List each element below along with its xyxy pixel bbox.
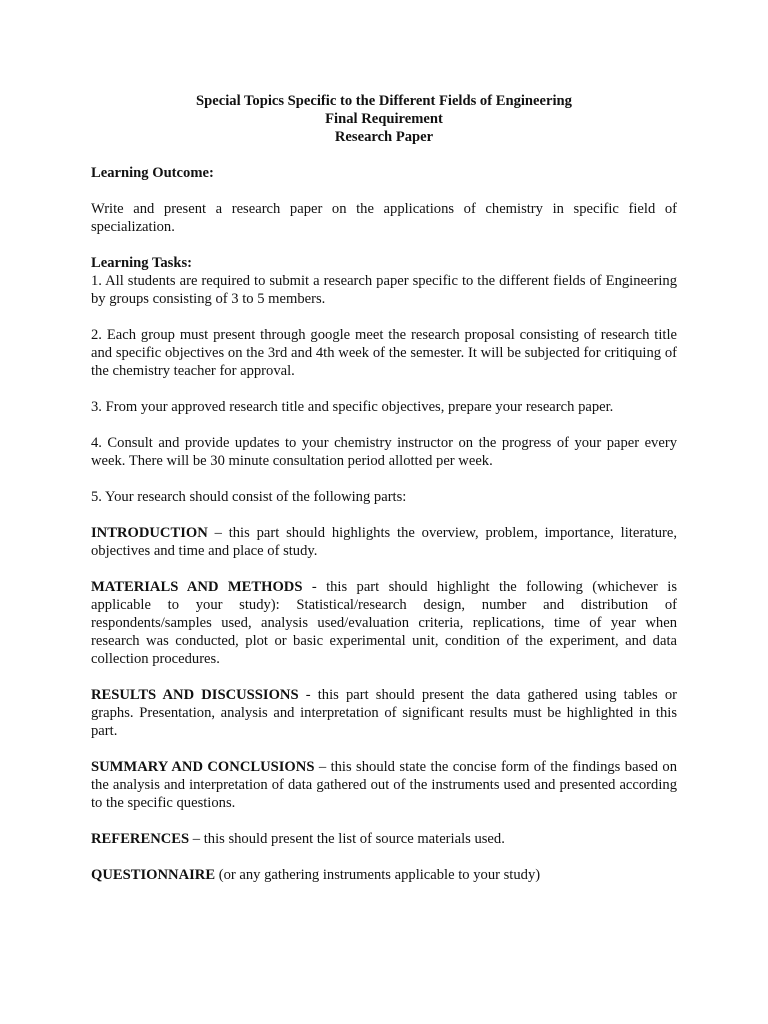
part-results-discussions-label: RESULTS AND DISCUSSIONS	[91, 687, 299, 703]
learning-outcome-text: Write and present a research paper on the applications of chemistry in specific field of specialization.	[91, 201, 677, 235]
part-materials-methods-text: - this part should highlight the following (whichever is applicable to your study): Statistical/research design, number and distribution of respondents/samples used, analysis used/evaluation criteria, replications, time of year when research was conducted, plot or basic experimental unit, condition of the experiment, and data collection procedures.	[91, 579, 678, 667]
part-summary-conclusions	[91, 758, 677, 812]
task-item-5: 5. Your research should consist of the following parts:	[91, 489, 407, 505]
part-summary-conclusions-label: SUMMARY AND CONCLUSIONS	[91, 759, 315, 775]
learning-outcome-heading: Learning Outcome:	[91, 165, 214, 181]
task-item-4: 4. Consult and provide updates to your chemistry instructor on the progress of your paper every week. There will be 30 minute consultation period allotted per week.	[91, 435, 677, 469]
part-references-text: – this should present the list of source materials used.	[189, 831, 505, 847]
part-references-label: REFERENCES	[91, 831, 190, 847]
task-item-1: 1. All students are required to submit a research paper specific to the different fields of Engineering by groups consisting of 3 to 5 members.	[91, 273, 677, 307]
part-references	[91, 830, 677, 848]
title-line-1: Special Topics Specific to the Different Fields of Engineering	[196, 93, 572, 109]
learning-tasks-heading: Learning Tasks:	[91, 255, 192, 271]
part-introduction	[91, 524, 677, 560]
title-line-2: Final Requirement	[325, 111, 443, 127]
part-questionnaire-label: QUESTIONNAIRE	[91, 867, 216, 883]
part-materials-methods	[91, 578, 677, 668]
part-summary-conclusions-text: – this should state the concise form of the findings based on the analysis and interpretation of data gathered out of the instruments used and presented according to the specific questions.	[91, 759, 678, 811]
part-questionnaire	[91, 866, 677, 884]
part-results-discussions-text: - this part should present the data gathered using tables or graphs. Presentation, analysis and interpretation of significant results must be highlighted in this part.	[91, 687, 677, 739]
task-item-2: 2. Each group must present through google meet the research proposal consisting of research title and specific objectives on the 3rd and 4th week of the semester. It will be subjected for critiquing of the chemistry teacher for approval.	[91, 327, 677, 379]
part-introduction-label: INTRODUCTION	[91, 525, 208, 541]
task-item-3: 3. From your approved research title and specific objectives, prepare your research paper.	[91, 399, 614, 415]
part-results-discussions	[91, 686, 677, 740]
part-introduction-text: – this part should highlights the overview, problem, importance, literature, objectives and time and place of study.	[91, 525, 677, 559]
part-questionnaire-text: (or any gathering instruments applicable to your study)	[215, 867, 541, 883]
part-materials-methods-label: MATERIALS AND METHODS	[91, 579, 303, 595]
title-line-3: Research Paper	[334, 129, 434, 145]
document-title	[91, 92, 677, 146]
